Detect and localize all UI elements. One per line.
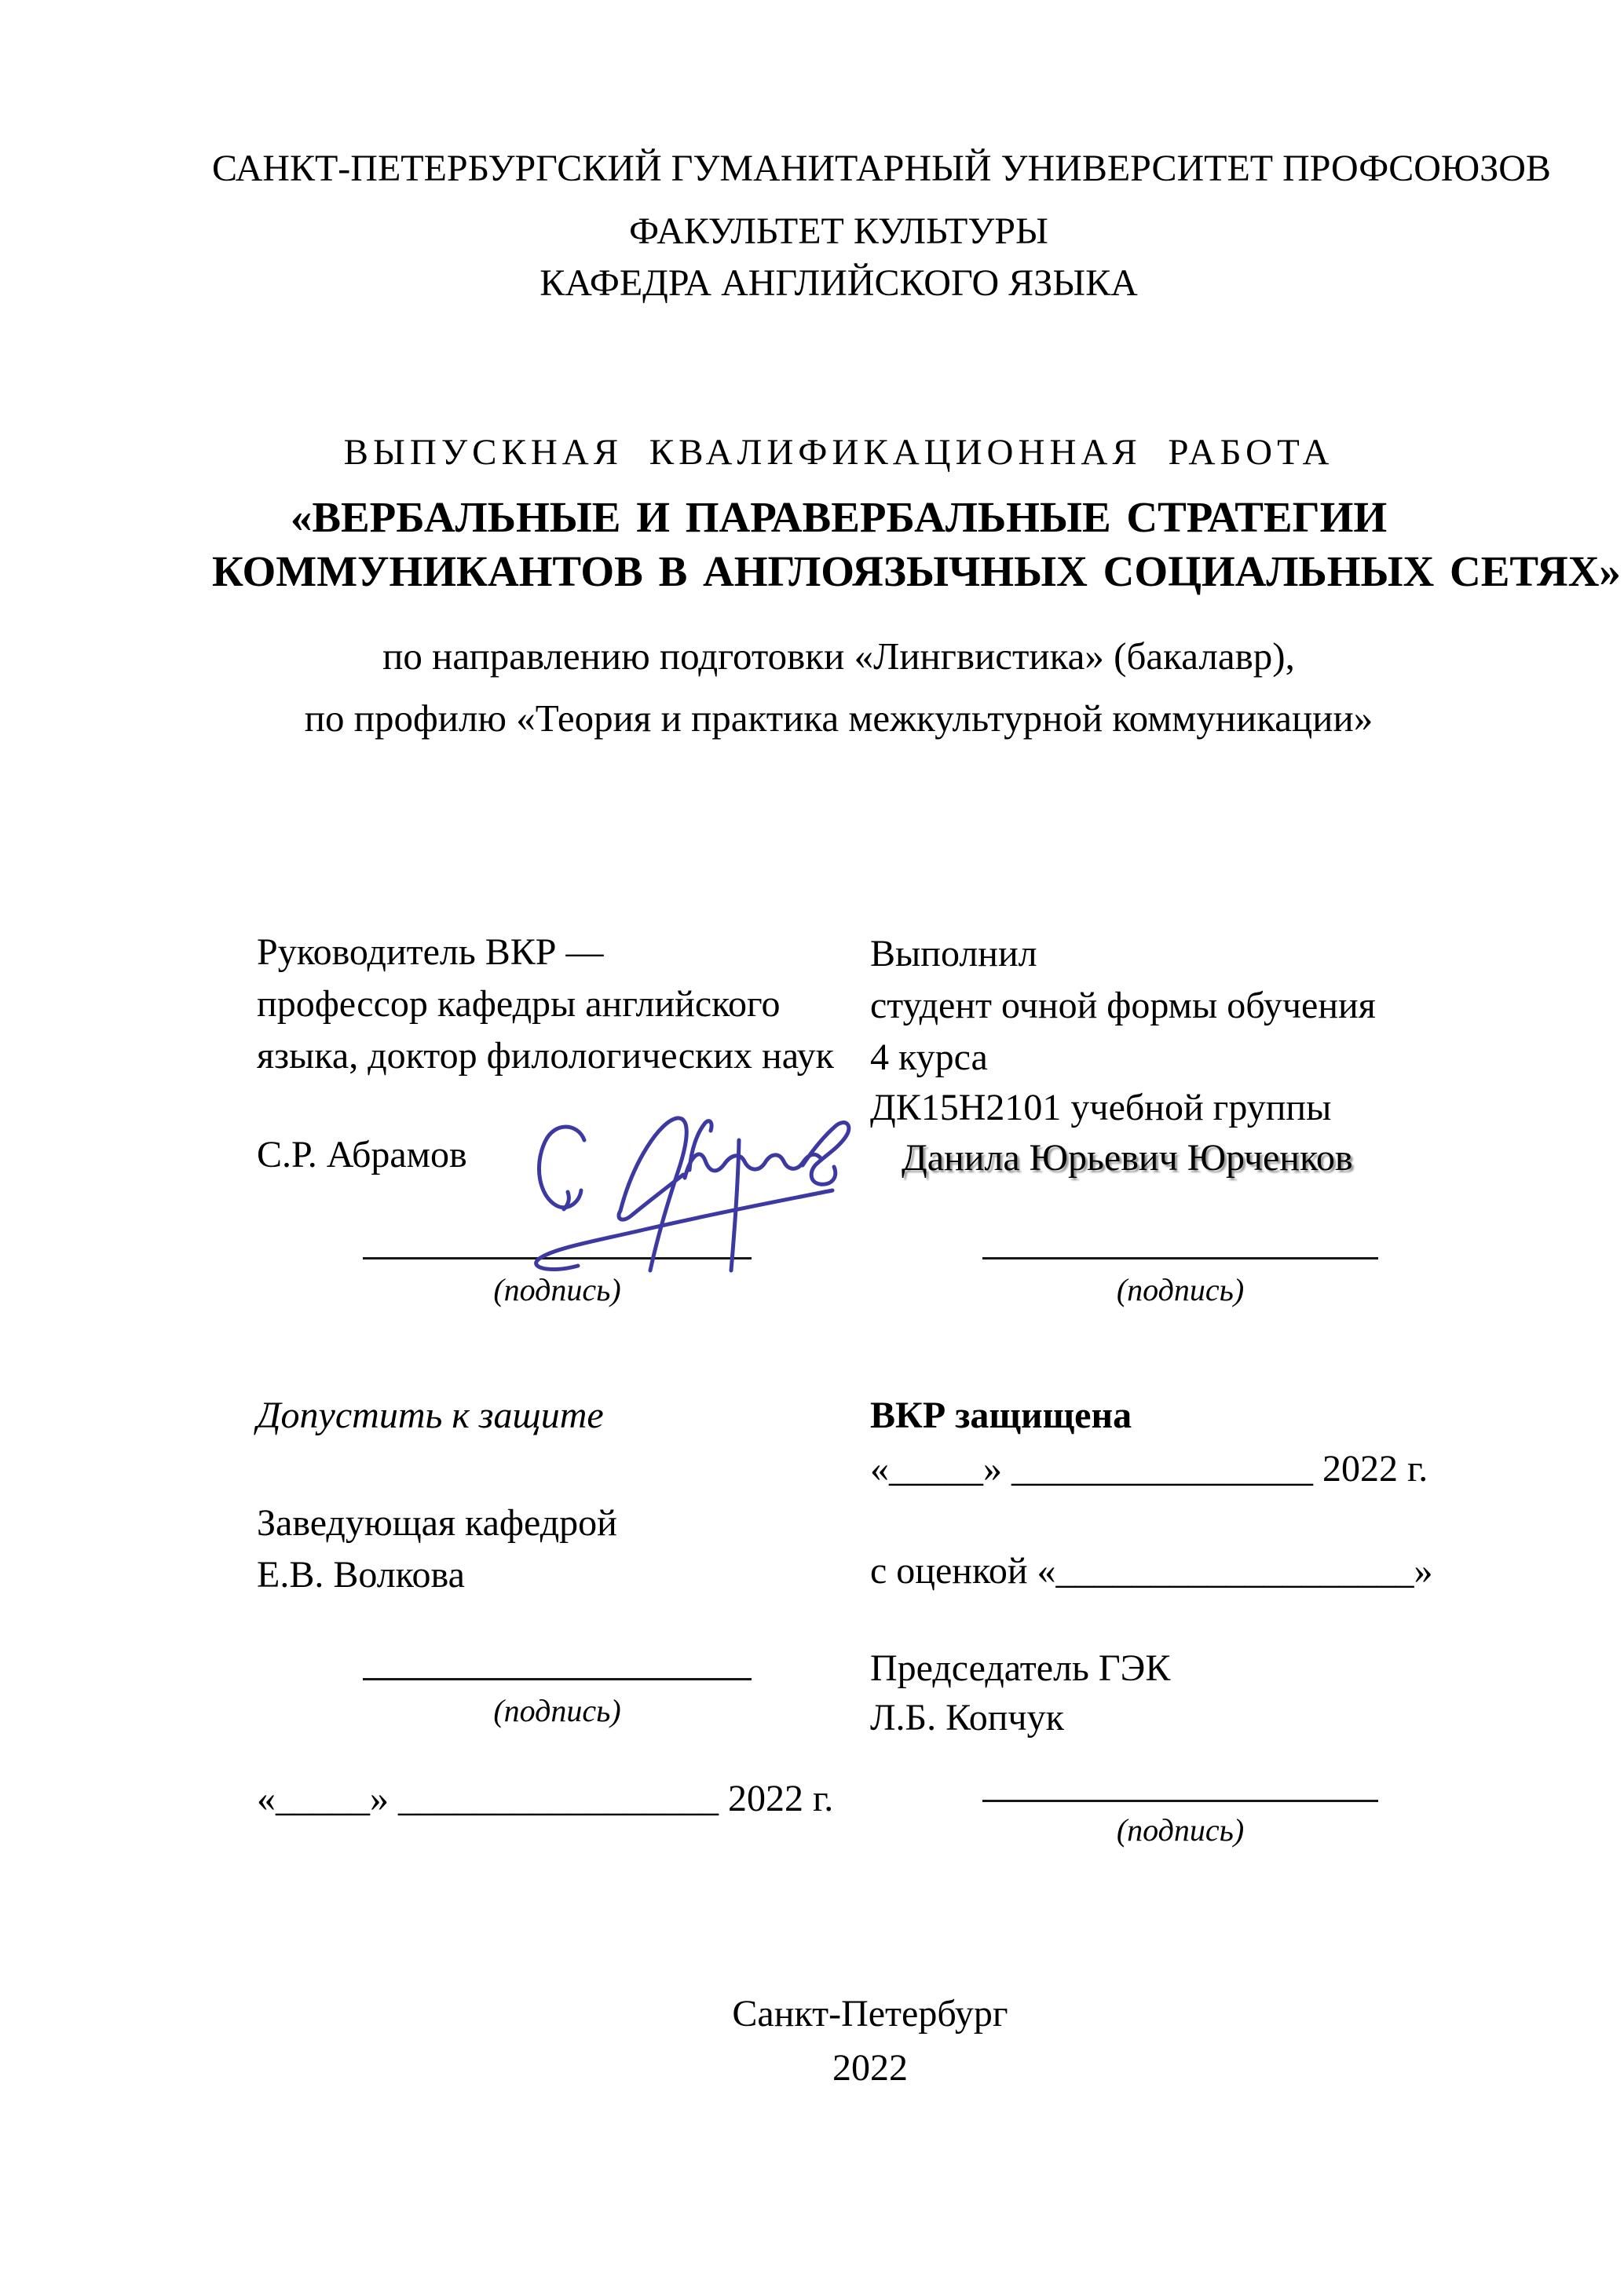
admission-signature-line [363,1678,752,1680]
thesis-title-line-1: «ВЕРБАЛЬНЫЕ И ПАРАВЕРБАЛЬНЫЕ СТРАТЕГИИ [290,493,1388,541]
student-signature-line [982,1257,1378,1260]
admission-note: Допустить к защите [257,1395,604,1436]
header-university: САНКТ-ПЕТЕРБУРГСКИЙ ГУМАНИТАРНЫЙ УНИВЕРСИТЕТ ПРОФСОЮЗОВ [212,148,1551,189]
profile-line: по профилю «Теория и практика межкультурной коммуникации» [304,696,1373,740]
header-faculty: ФАКУЛЬТЕТ КУЛЬТУРЫ [629,210,1048,252]
thesis-title-line-2: КОММУНИКАНТОВ В АНГЛОЯЗЫЧНЫХ СОЦИАЛЬНЫХ СЕТЯХ» [212,547,1621,595]
defense-date-line: «_____» ________________ 2022 г. [870,1448,1428,1490]
supervisor-signature-caption: (подпись) [493,1272,621,1307]
supervisor-role-line-3: языка, доктор филологических наук [257,1035,834,1077]
gec-chair-title: Председатель ГЭК [870,1647,1171,1689]
defense-grade-line: с оценкой «___________________» [870,1550,1433,1592]
supervisor-name: С.Р. Абрамов [257,1134,467,1175]
supervisor-signature-line [363,1257,752,1260]
chair-signature-caption: (подпись) [1116,1812,1245,1848]
student-info-study-form: студент очной формы обучения [870,985,1376,1026]
chair-signature-line [982,1800,1378,1802]
student-heading: Выполнил [870,933,1037,974]
student-signature-caption: (подпись) [1116,1272,1245,1307]
student-name: Данила Юрьевич Юрченков [902,1137,1353,1179]
supervisor-role-line-1: Руководитель ВКР — [257,931,604,973]
work-type-label: ВЫПУСКНАЯ КВАЛИФИКАЦИОННАЯ РАБОТА [343,432,1334,473]
supervisor-role-line-2: профессор кафедры английского [257,983,781,1025]
gec-chair-name: Л.Б. Копчук [870,1697,1064,1738]
department-head-name: Е.В. Волкова [257,1554,465,1596]
footer-city: Санкт-Петербург [732,1993,1008,2035]
defense-status: ВКР защищена [870,1395,1132,1436]
program-line: по направлению подготовки «Лингвистика» (бакалавр), [382,634,1295,678]
admission-signature-caption: (подпись) [493,1693,621,1728]
footer-year: 2022 [832,2047,908,2089]
admission-date-line: «_____» _________________ 2022 г. [257,1778,834,1819]
department-head-title: Заведующая кафедрой [257,1502,617,1544]
student-info-group: ДК15Н2101 учебной группы [870,1087,1332,1128]
header-department: КАФЕДРА АНГЛИЙСКОГО ЯЗЫКА [540,262,1138,304]
student-info-course: 4 курса [870,1036,988,1078]
